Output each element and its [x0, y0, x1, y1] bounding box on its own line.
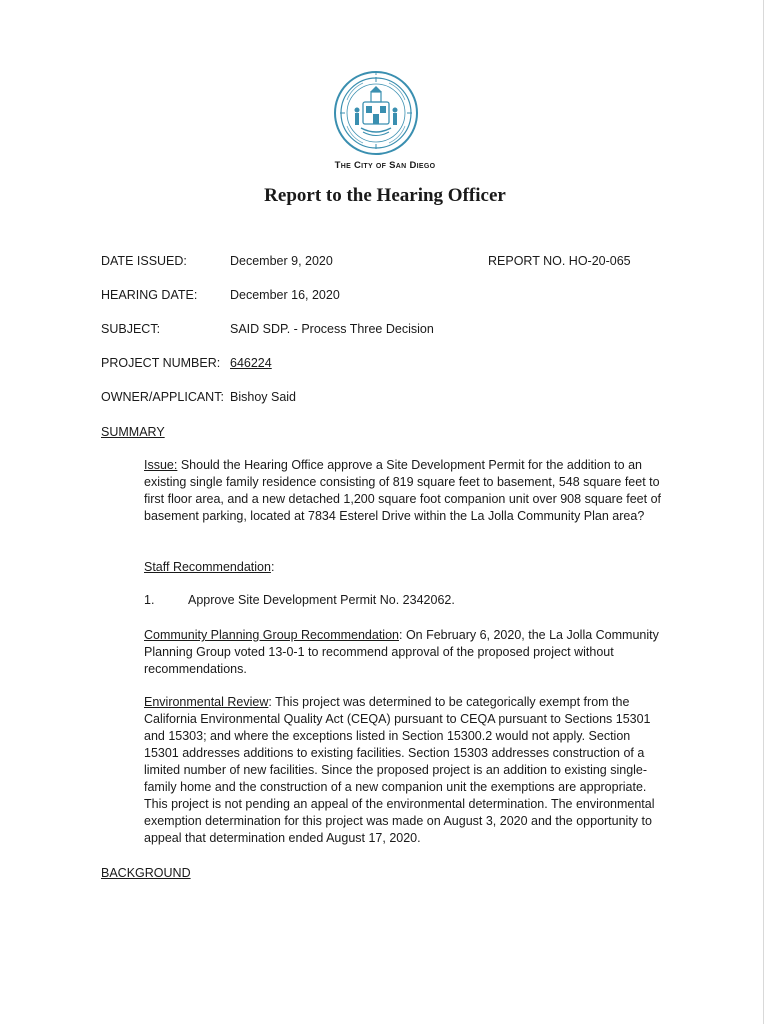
city-name: The City of San Diego	[334, 160, 436, 171]
recommendation-text: Approve Site Development Permit No. 2342062.	[188, 593, 455, 607]
project-number-link[interactable]: 646224	[230, 356, 272, 370]
issue-paragraph	[144, 457, 664, 525]
recommendation-number: 1.	[144, 593, 155, 607]
report-number: REPORT NO. HO-20-065	[488, 254, 631, 268]
issue-text: Should the Hearing Office approve a Site Development Permit for the addition to an existing single family residence consisting of 819 square feet to basement, 548 square feet to first floor area, and a new detached 1,200 square foot companion unit over 908 square feet of basement parking, located at 7834 Esterel Drive within the La Jolla Community Plan area?	[144, 458, 662, 523]
subject-label: SUBJECT:	[101, 322, 161, 336]
recommendation-item	[144, 593, 455, 607]
environmental-review-label: Environmental Review	[144, 695, 269, 709]
staff-recommendation-heading	[144, 559, 664, 576]
hearing-date-value: December 16, 2020	[230, 288, 340, 302]
environmental-review-text: : This project was determined to be categorically exempt from the California Environmental Quality Act (CEQA) pursuant to CEQA pursuant to Sections 15301 and 15303; and where the exceptions listed in Section 15300.2 would not apply. Section 15301 addresses additions to existing facilities. Section 15303 addresses construction of a limited number of new facilities. Since the proposed project is an addition to existing single-family home and the construction of a new companion unit the exemptions are appropriate. This project is not pending an appeal of the environmental determination. The environmental exemption determination for this project was made on August 3, 2020 and the opportunity to appeal that determination ended August 17, 2020.	[144, 695, 655, 845]
hearing-date-label: HEARING DATE:	[101, 288, 198, 302]
cpg-paragraph	[144, 627, 664, 678]
summary-heading: SUMMARY	[101, 425, 165, 439]
subject-value: SAID SDP. - Process Three Decision	[230, 322, 434, 336]
staff-recommendation-colon: :	[270, 560, 275, 574]
cpg-text: : On February 6, 2020, the La Jolla Community Planning Group voted 13-0-1 to recommend approval of the proposed project without recommendations.	[144, 628, 659, 676]
issue-label: Issue:	[144, 458, 178, 472]
owner-applicant-value: Bishoy Said	[230, 390, 297, 404]
city-seal-logo	[333, 70, 419, 156]
report-title: Report to the Hearing Officer	[264, 185, 506, 206]
project-number-label: PROJECT NUMBER:	[101, 356, 221, 370]
date-issued-label: DATE ISSUED:	[101, 254, 187, 268]
cpg-label: Community Planning Group Recommendation	[144, 628, 399, 642]
environmental-review-paragraph	[144, 694, 664, 847]
date-issued-value: December 9, 2020	[230, 254, 333, 268]
owner-applicant-label: OWNER/APPLICANT:	[101, 390, 224, 404]
background-heading: BACKGROUND	[101, 866, 191, 880]
page-edge	[763, 0, 764, 1024]
staff-recommendation-label: Staff Recommendation	[144, 560, 271, 574]
